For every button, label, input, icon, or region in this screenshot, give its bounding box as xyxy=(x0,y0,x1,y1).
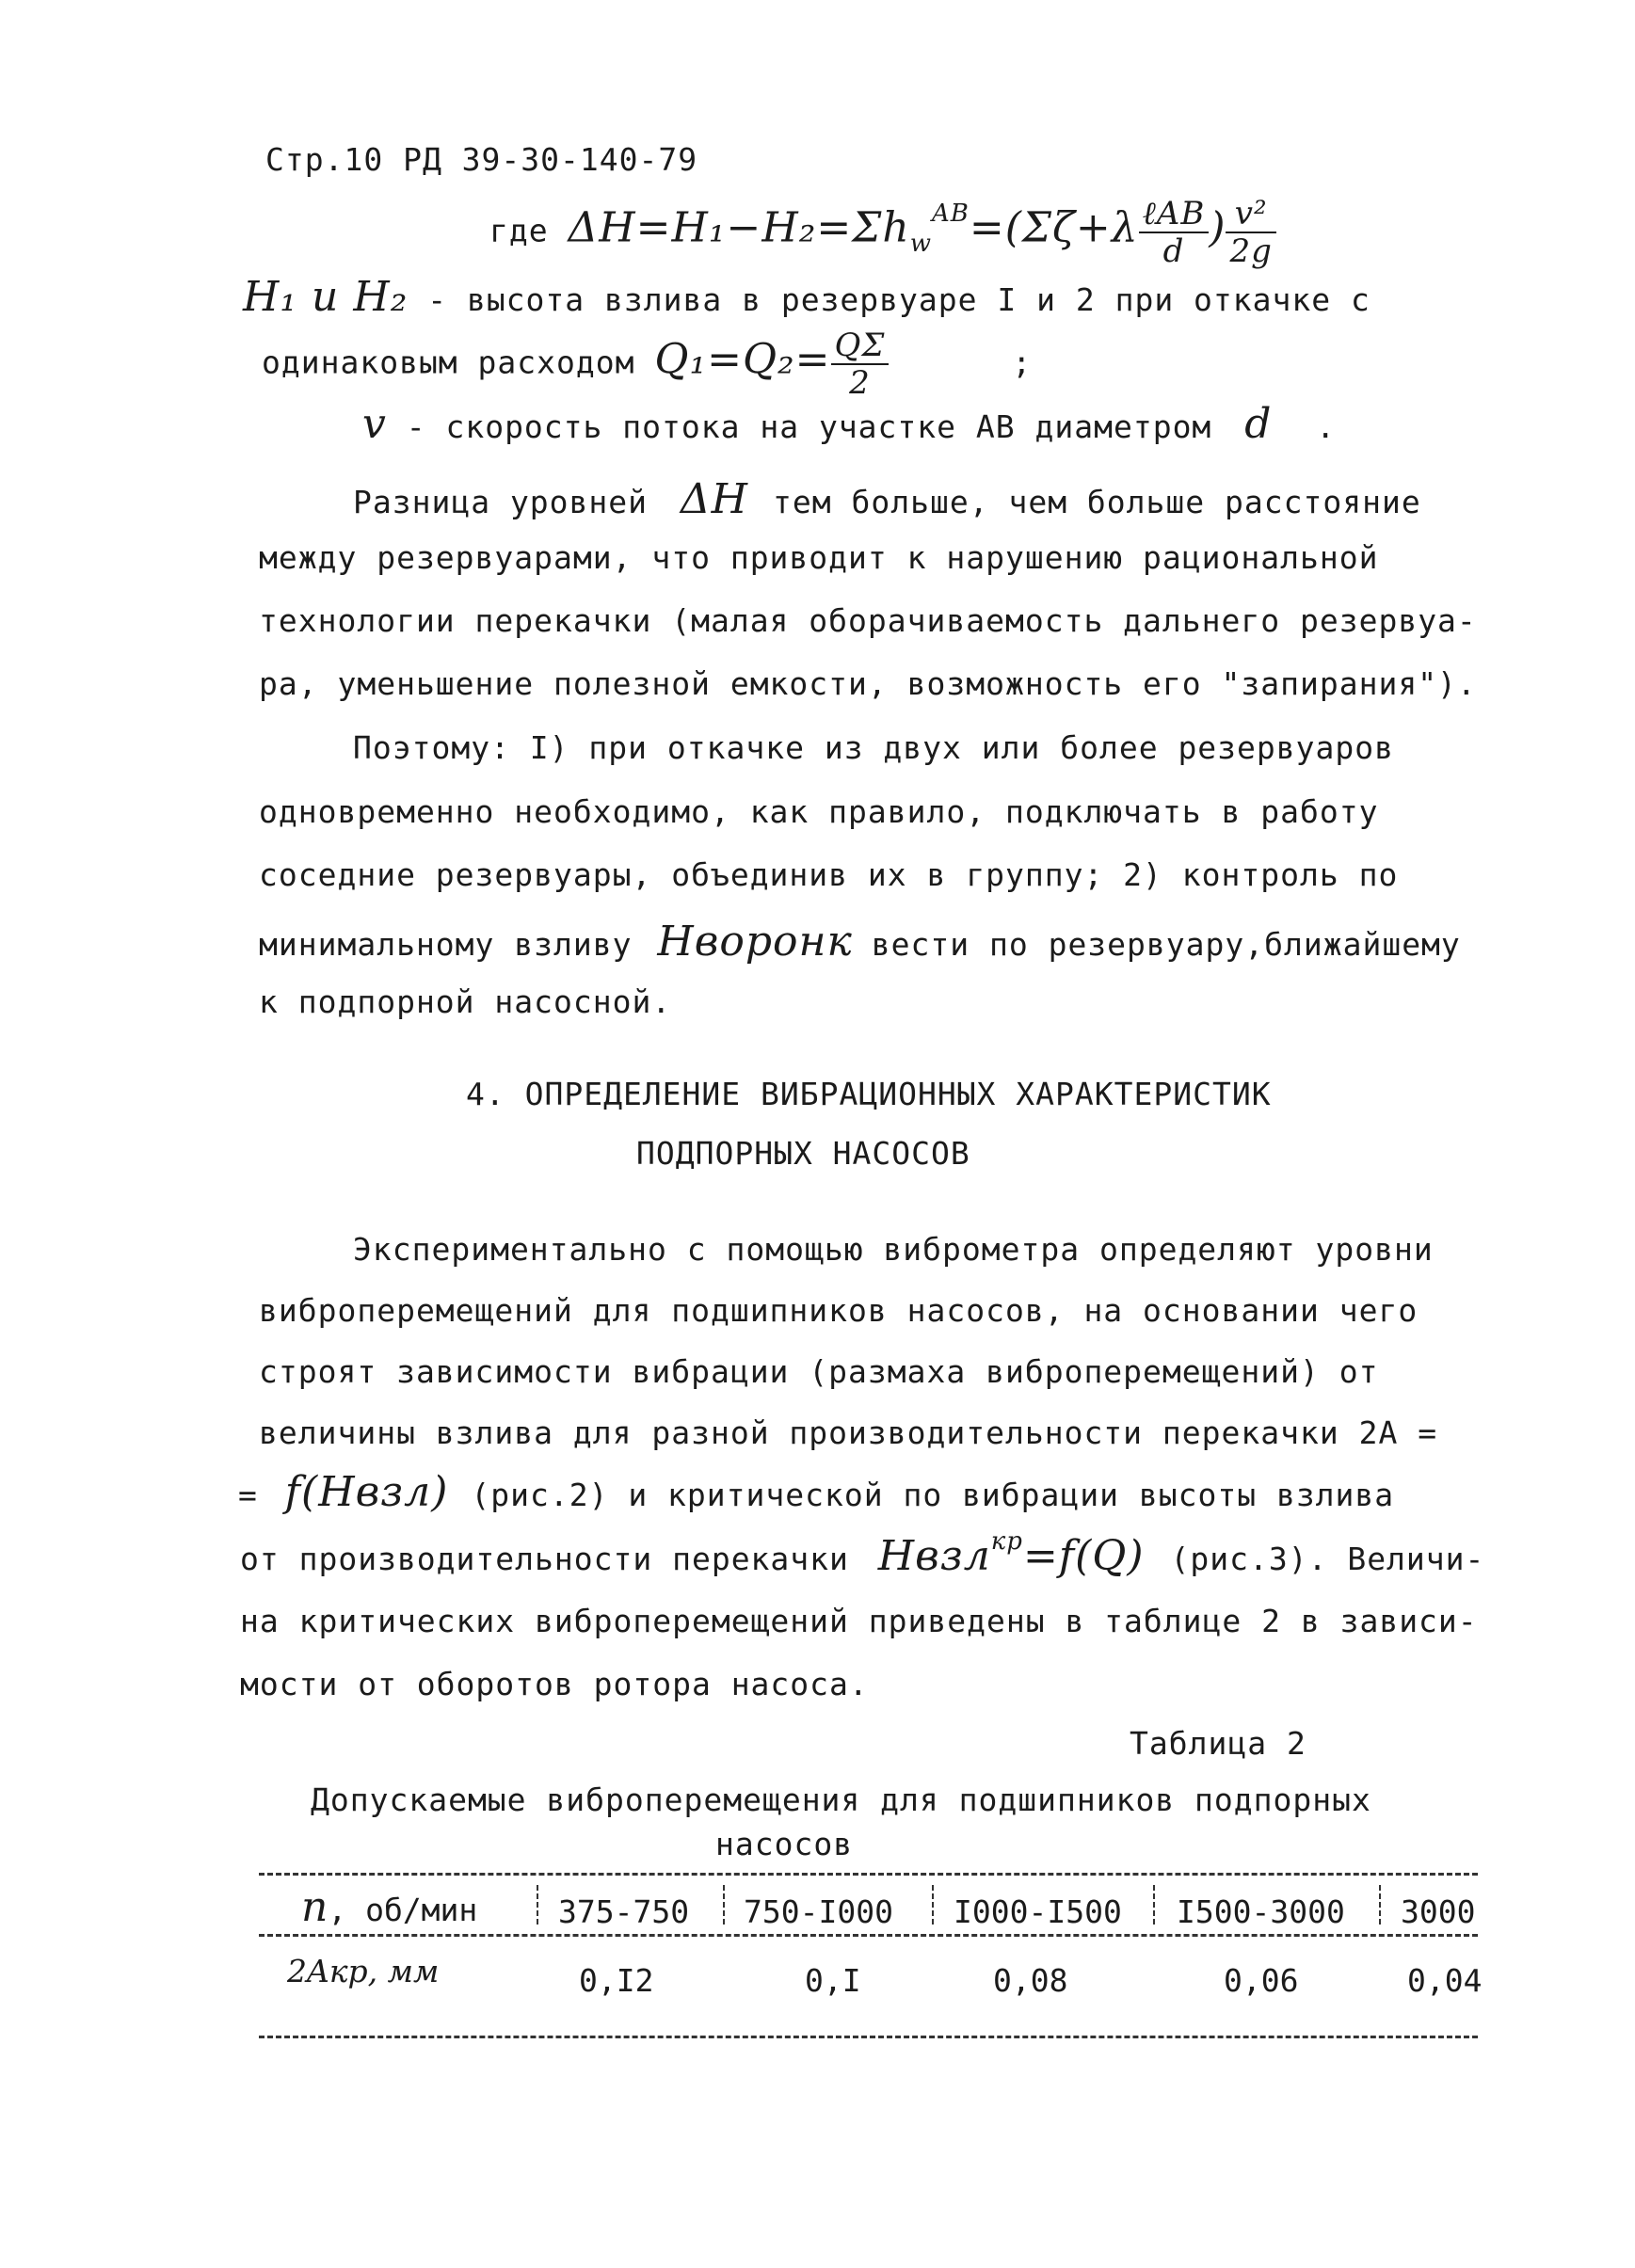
formula-eq2: =(Σζ+λ xyxy=(969,203,1139,252)
table-separator xyxy=(537,1885,538,1925)
table-value-col1: 0,I2 xyxy=(579,1962,654,1999)
h-critical-sup: кр xyxy=(990,1527,1023,1556)
table-value-col4: 0,06 xyxy=(1224,1962,1299,1999)
table-separator xyxy=(1153,1885,1155,1925)
rpm-symbol: n xyxy=(301,1883,329,1931)
table-caption-line1: Допускаемые виброперемещения для подшипников подпорных xyxy=(311,1781,1371,1818)
formula-where: где xyxy=(489,212,549,249)
formula-lhs: ΔH=H₁−H₂=Σh xyxy=(568,203,910,252)
velocity-symbol: v xyxy=(362,400,387,448)
para1-line2: между резервуарами, что приводит к нарушению рациональной xyxy=(259,539,1379,576)
para1-line4: ра, уменьшение полезной емкости, возможность его "запирания"). xyxy=(259,665,1477,702)
table-label: Таблица 2 xyxy=(1130,1725,1306,1762)
table-header-rpm: n, об/мин xyxy=(301,1883,478,1931)
flow-text: одинаковым расходом xyxy=(262,343,635,381)
delta-h-symbol: ΔH xyxy=(680,475,749,523)
table-value-col2: 0,I xyxy=(805,1962,861,1999)
velocity-end: . xyxy=(1316,408,1337,445)
para3-line2: виброперемещений для подшипников насосов, на основании чего xyxy=(259,1292,1419,1329)
f-q-function: =f(Q) xyxy=(1022,1532,1145,1580)
para3-line7: на критических виброперемещений приведены в таблице 2 в зависи- xyxy=(240,1603,1478,1639)
para1-line1: Разница уровней ΔH тем больше, чем больше расстояние xyxy=(353,475,1421,523)
table-separator xyxy=(723,1885,725,1925)
f-h-function: f(Hвзл) xyxy=(284,1468,449,1516)
table-header-col1: 375-750 xyxy=(558,1893,690,1930)
table-value-col5: 0,04 xyxy=(1407,1962,1483,1999)
table-separator xyxy=(932,1885,934,1925)
formula-sum-sub: w xyxy=(909,229,932,258)
flow-fraction: $\frac{Q\Sigma}{2}$ xyxy=(831,327,890,401)
heights-symbols: H₁ и H₂ xyxy=(243,273,409,321)
para3-line4: величины взлива для разной производительности перекачки 2А = xyxy=(259,1414,1438,1451)
definition-heights xyxy=(243,273,1371,321)
para1-line3: технологии перекачки (малая оборачиваемость дальнего резервуа- xyxy=(259,602,1477,639)
section-title-line2: ПОДПОРНЫХ НАСОСОВ xyxy=(636,1135,970,1172)
para3-line5: = f(Hвзл) (рис.2) и критической по вибрации высоты взлива xyxy=(238,1468,1395,1516)
velocity-diameter: d xyxy=(1244,400,1273,448)
para2-line4: минимальному взливу Hворонк вести по резервуару,ближайшему xyxy=(259,918,1461,966)
definition-flow xyxy=(262,327,1032,401)
formula-close: ) xyxy=(1209,203,1226,252)
para3-line3: строят зависимости вибрации (размаха виброперемещений) от xyxy=(259,1353,1379,1390)
table-header-col4: I500-3000 xyxy=(1177,1893,1345,1930)
table-row-label: 2Aкр, мм xyxy=(287,1953,440,1989)
velocity-text: - скорость потока на участке АВ диаметром xyxy=(386,408,1212,445)
para2-line1: Поэтому: I) при откачке из двух или более резервуаров xyxy=(353,729,1394,766)
para3-line1: Экспериментально с помощью виброметра определяют уровни xyxy=(353,1231,1434,1268)
flow-end: ; xyxy=(1012,343,1033,381)
table-separator xyxy=(1379,1885,1381,1925)
para3-line8: мости от оборотов ротора насоса. xyxy=(240,1666,869,1702)
section-title-line1: 4. ОПРЕДЕЛЕНИЕ ВИБРАЦИОННЫХ ХАРАКТЕРИСТИК xyxy=(466,1076,1272,1112)
table-caption-line2: насосов xyxy=(715,1826,854,1862)
h-funnel-symbol: Hворонк xyxy=(657,918,853,966)
h-critical-symbol: Hвзл xyxy=(877,1532,991,1580)
formula-velocity-fraction: $\frac{\text{v²}}{2g}$ xyxy=(1226,196,1275,269)
para2-line5: к подпорной насосной. xyxy=(259,983,672,1020)
definition-velocity xyxy=(362,400,1336,448)
table-top-rule xyxy=(259,1873,1478,1876)
formula-sum-sup: AB xyxy=(931,199,970,228)
page-reference: Стр.10 РД 39-30-140-79 xyxy=(265,141,698,178)
para2-line2: одновременно необходимо, как правило, подключать в работу xyxy=(259,793,1379,830)
main-formula xyxy=(489,196,1276,269)
para3-line6: от производительности перекачки Hвзл$^{кр}$=f(Q) (рис.3). Величи- xyxy=(240,1527,1485,1580)
para2-line3: соседние резервуары, объединив их в группу; 2) контроль по xyxy=(259,856,1399,893)
table-header-col2: 750-I000 xyxy=(744,1893,893,1930)
table-bottom-rule xyxy=(259,2036,1478,2038)
table-header-rule xyxy=(259,1934,1478,1937)
table-value-col3: 0,08 xyxy=(993,1962,1068,1999)
table-header-col5: 3000 xyxy=(1401,1893,1476,1930)
table-header-col3: I000-I500 xyxy=(954,1893,1122,1930)
flow-formula: Q₁=Q₂= xyxy=(654,335,831,384)
formula-lambda-fraction: $\frac{\text{ℓAB}}{d}$ xyxy=(1139,196,1210,269)
heights-text: - высота взлива в резервуаре I и 2 при откачке с xyxy=(408,281,1371,318)
